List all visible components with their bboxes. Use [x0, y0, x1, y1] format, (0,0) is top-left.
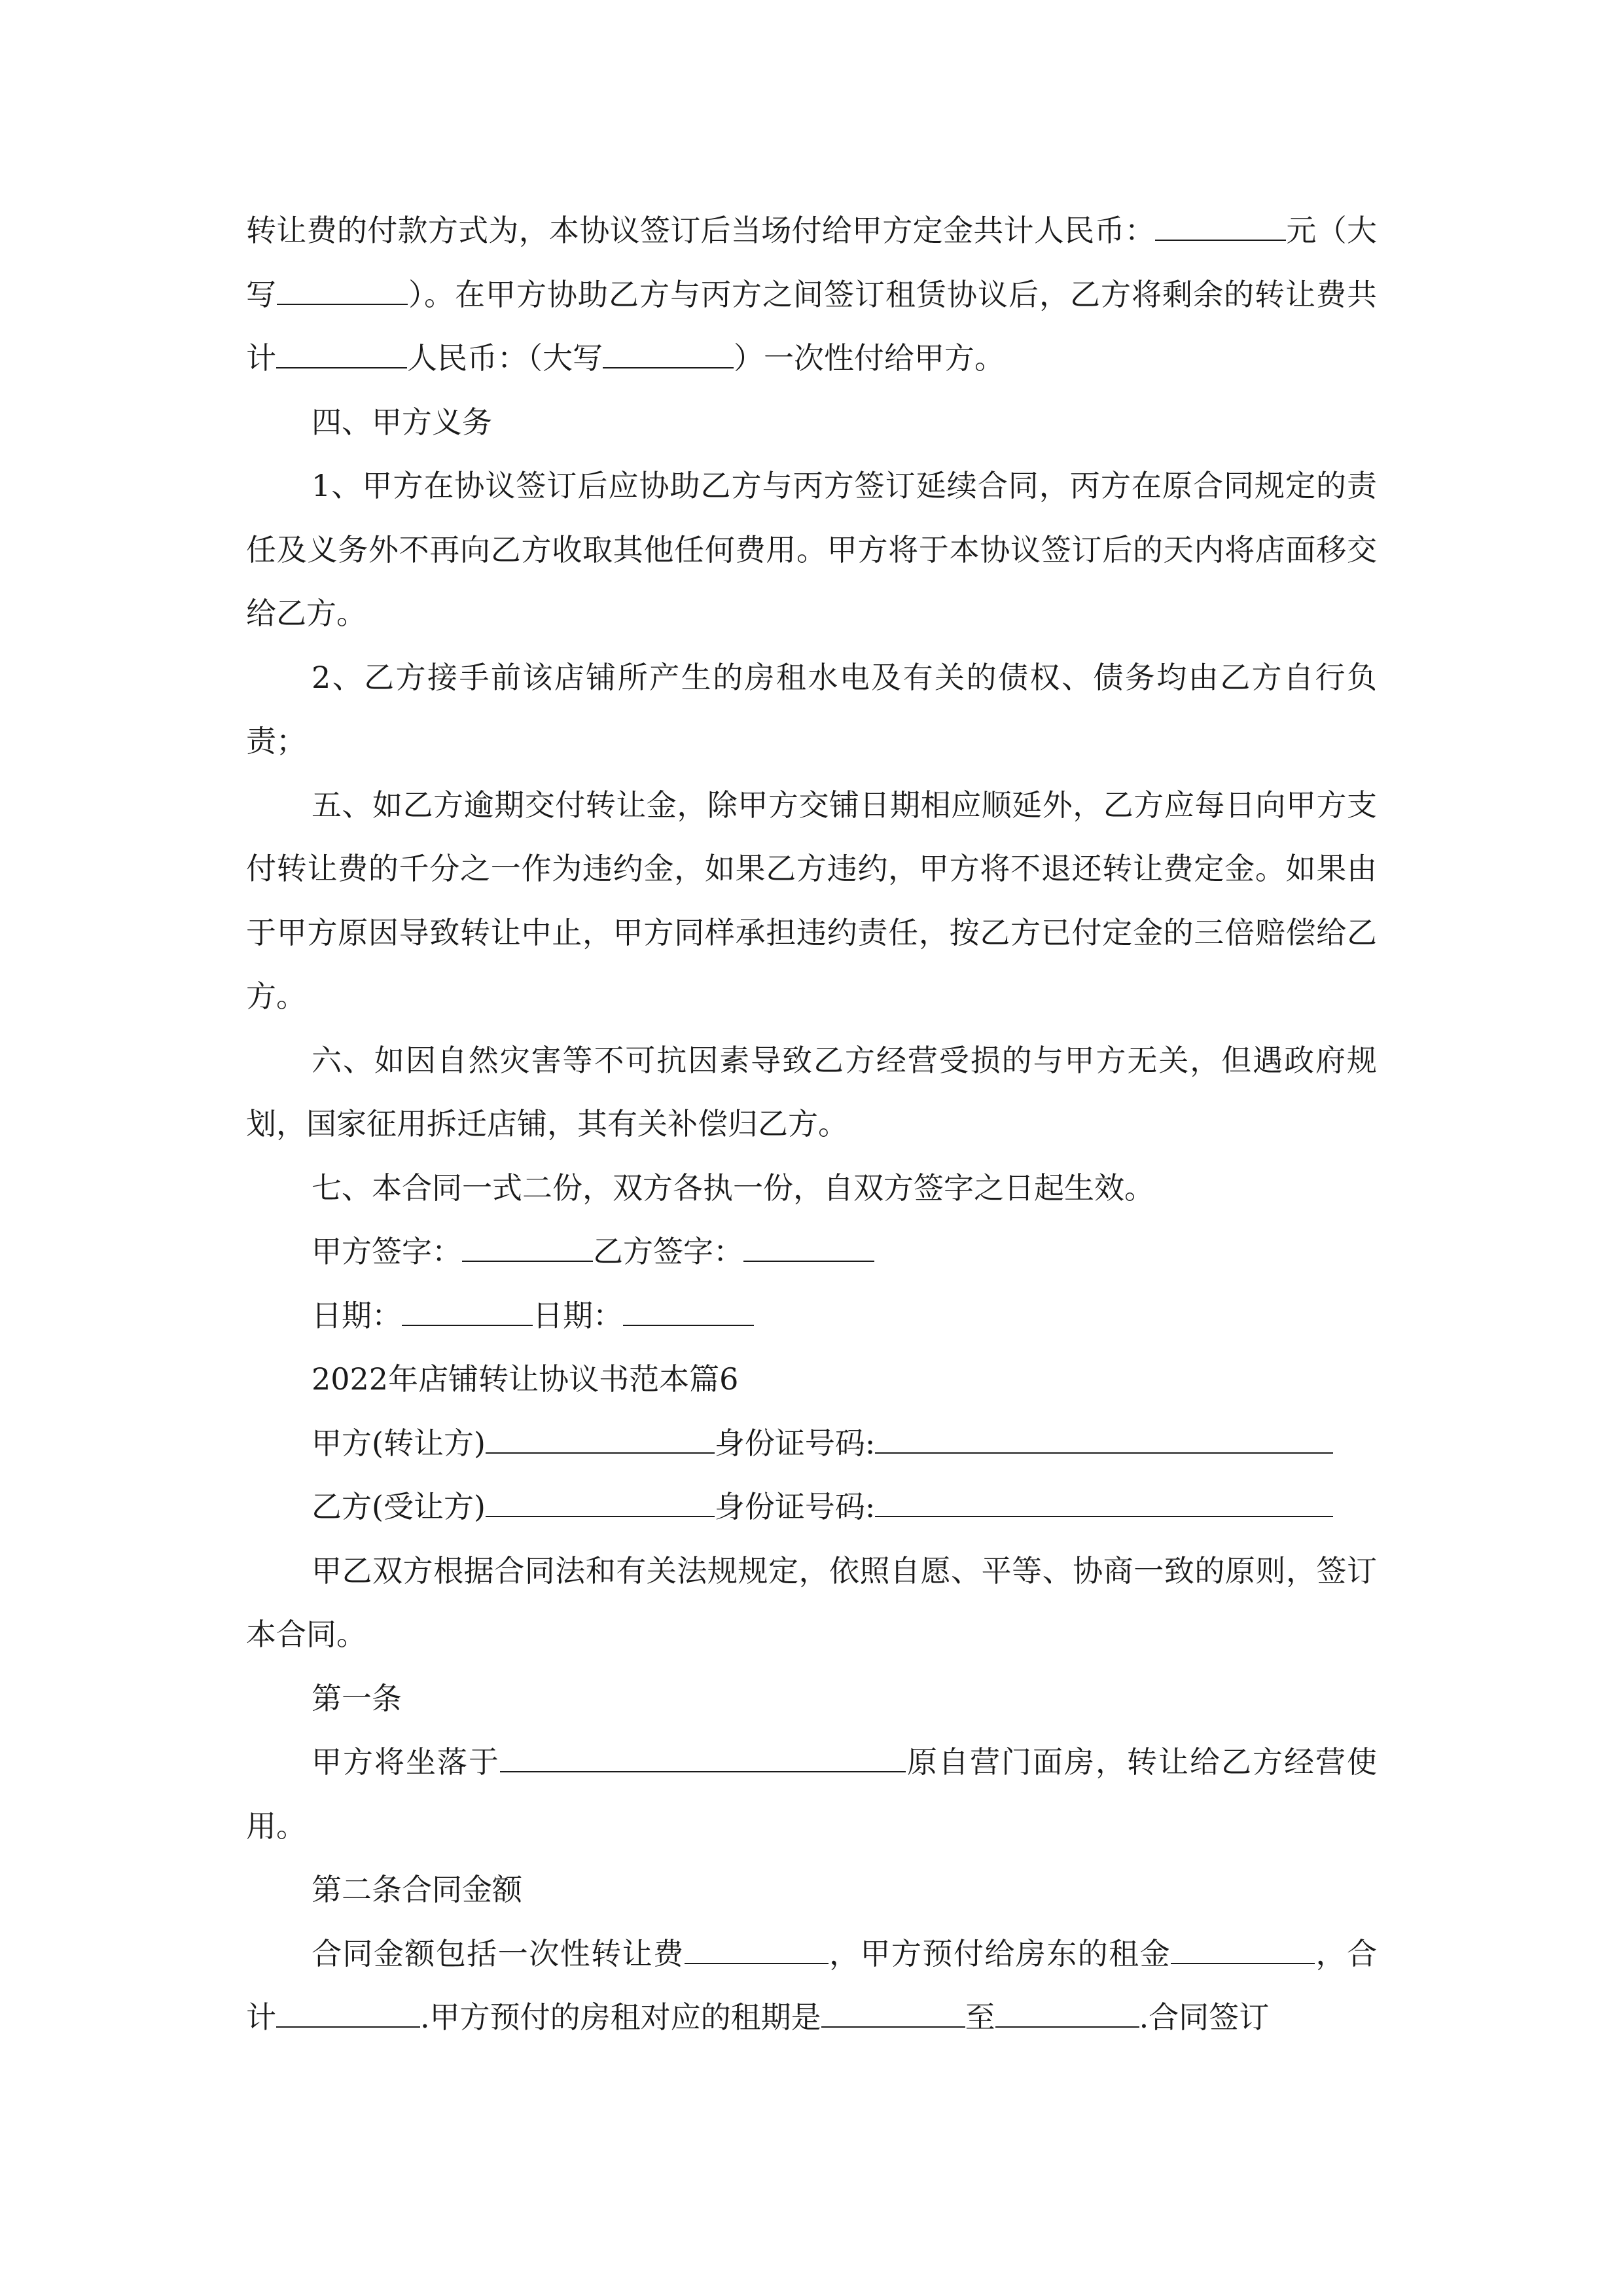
paragraph-text: 至 [965, 2000, 995, 2035]
paragraph-text: 七、本合同一式二份，双方各执一份，自双方签字之日起生效。 [312, 1170, 1154, 1206]
fill-in-blank [821, 2000, 965, 2028]
paragraph [246, 774, 1377, 1029]
paragraph-text: 甲方将坐落于 [312, 1744, 500, 1780]
paragraph-text: .合同签订 [1139, 2000, 1270, 2035]
paragraph-text: ）。在甲方协助乙方与丙方之间签订租赁协议后，乙方将剩余的转让费共计 [246, 276, 1377, 376]
paragraph [246, 391, 1377, 455]
paragraph-text: 身份证号码: [714, 1489, 876, 1524]
paragraph [246, 454, 1377, 646]
paragraph-text: 人民币：（大写 [407, 340, 603, 376]
paragraph-text: 日期： [533, 1297, 623, 1333]
paragraph [246, 646, 1377, 774]
paragraph-text: 第二条合同金额 [312, 1872, 522, 1907]
paragraph-text: 身份证号码: [714, 1425, 876, 1461]
fill-in-blank [500, 1744, 906, 1772]
fill-in-blank [276, 2000, 420, 2028]
fill-in-blank [603, 340, 734, 368]
fill-in-blank [623, 1297, 754, 1325]
fill-in-blank [1155, 213, 1286, 241]
paragraph-text: 元（大写 [246, 213, 1378, 312]
paragraph [246, 1667, 1377, 1731]
paragraph-text: 原自营门面房，转让给乙方经营使用。 [246, 1744, 1377, 1844]
paragraph [246, 1348, 1377, 1412]
document-body [246, 199, 1377, 2050]
paragraph-text: 甲方签字： [312, 1234, 462, 1269]
paragraph-text: 2022年店铺转让协议书范本篇6 [312, 1361, 739, 1397]
fill-in-blank [1171, 1935, 1315, 1964]
paragraph-text: 1、甲方在协议签订后应协助乙方与丙方签订延续合同，丙方在原合同规定的责任及义务外不再向乙方收取其他任何费用。甲方将于本协议签订后的天内将店面移交给乙方。 [246, 468, 1377, 631]
paragraph-text: .甲方预付的房租对应的租期是 [420, 2000, 821, 2035]
paragraph-text: 乙方签字： [593, 1234, 743, 1269]
paragraph [246, 1029, 1377, 1157]
fill-in-blank [486, 1489, 715, 1517]
paragraph [246, 1922, 1377, 2050]
fill-in-blank [995, 2000, 1139, 2028]
paragraph-text: ）一次性付给甲方。 [734, 340, 1005, 376]
paragraph [246, 199, 1377, 391]
paragraph [246, 1475, 1377, 1539]
fill-in-blank [462, 1234, 593, 1262]
fill-in-blank [875, 1425, 1333, 1453]
paragraph-text: 2、乙方接手前该店铺所产生的房租水电及有关的债权、债务均由乙方自行负责； [246, 659, 1377, 759]
paragraph [246, 1858, 1377, 1922]
fill-in-blank [402, 1297, 533, 1325]
paragraph-text: 乙方(受让方) [312, 1489, 486, 1524]
paragraph [246, 1284, 1377, 1348]
fill-in-blank [685, 1935, 829, 1964]
fill-in-blank [875, 1489, 1333, 1517]
paragraph-text: 日期： [312, 1297, 402, 1333]
fill-in-blank [276, 340, 407, 368]
fill-in-blank [277, 276, 408, 304]
paragraph [246, 1539, 1377, 1667]
paragraph-text: 五、如乙方逾期交付转让金，除甲方交铺日期相应顺延外，乙方应每日向甲方支付转让费的千分之一作为违约金，如果乙方违约，甲方将不退还转让费定金。如果由于甲方原因导致转让中止，甲方同样承担违约责任，按乙方已付定金的三倍赔偿给乙方。 [246, 787, 1377, 1014]
paragraph-text: 转让费的付款方式为，本协议签订后当场付给甲方定金共计人民币： [246, 213, 1156, 248]
paragraph [246, 1157, 1377, 1221]
paragraph-text: 第一条 [312, 1680, 402, 1716]
fill-in-blank [486, 1425, 715, 1453]
paragraph-text: 甲方(转让方) [312, 1425, 486, 1461]
paragraph-text: 六、如因自然灾害等不可抗因素导致乙方经营受损的与甲方无关，但遇政府规划，国家征用拆迁店铺，其有关补偿归乙方。 [246, 1042, 1377, 1141]
paragraph-text: 四、甲方义务 [312, 404, 492, 440]
fill-in-blank [743, 1234, 874, 1262]
paragraph-text: 合同金额包括一次性转让费 [312, 1935, 685, 1971]
paragraph [246, 1412, 1377, 1476]
paragraph-text: ，甲方预付给房东的租金 [828, 1935, 1171, 1971]
paragraph [246, 1220, 1377, 1284]
paragraph [246, 1731, 1377, 1858]
paragraph-text: 甲乙双方根据合同法和有关法规规定，依照自愿、平等、协商一致的原则，签订本合同。 [246, 1552, 1377, 1652]
paragraph-text: ，合计 [246, 1935, 1378, 2035]
